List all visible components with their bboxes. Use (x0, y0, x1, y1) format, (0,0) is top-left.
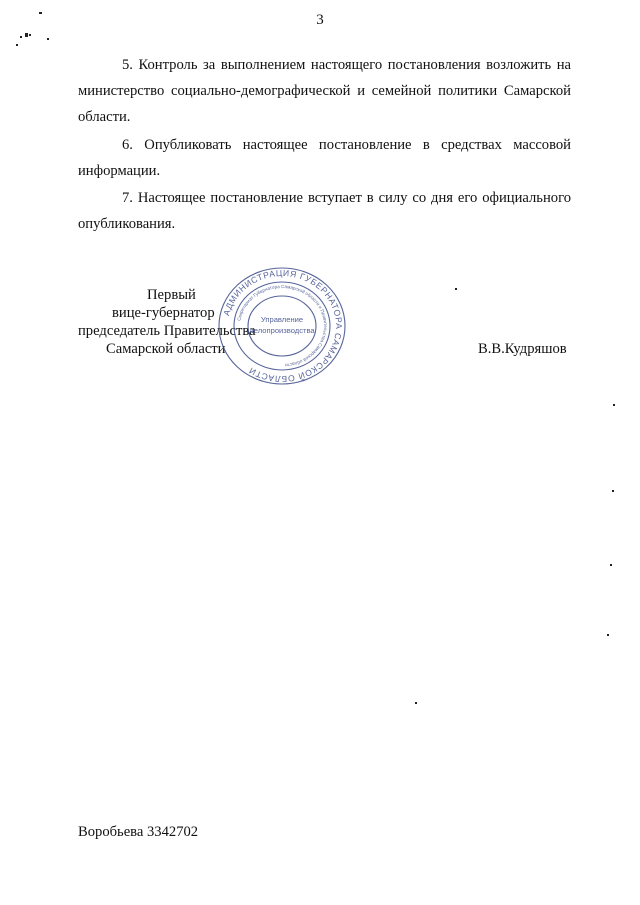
signatory-name: В.В.Кудряшов (478, 341, 567, 357)
executor-contact: Воробьева 3342702 (78, 824, 199, 840)
paragraph-5: 5. Контроль за выполнением настоящего постановления возложить на министерство социально-демографической и семейной политики Самарской области. (78, 57, 571, 125)
official-seal (216, 266, 348, 386)
signature-position-line-4: Самарской области (106, 341, 226, 357)
seal-center-line-1: Управление (260, 315, 304, 324)
seal-inner-text: Секретариат Губернатора Самарской области и Правительства Самарской области (236, 283, 329, 368)
seal-center-line-2: делопроизводства (249, 326, 315, 335)
paragraph-6: 6. Опубликовать настоящее постановление в средствах массовой информации. (78, 137, 571, 179)
signature-position-line-1: Первый (147, 287, 196, 303)
seal-outer-text: АДМИНИСТРАЦИЯ ГУБЕРНАТОРА САМАРСКОЙ ОБЛАСТИ (221, 267, 345, 385)
page-number: 3 (316, 12, 324, 28)
paragraph-7: 7. Настоящее постановление вступает в силу со дня его официального опубликования. (78, 190, 571, 232)
signature-position-line-2: вице-губернатор (112, 305, 215, 321)
seal-graphic (216, 266, 348, 386)
signature-position-line-3: председатель Правительства (78, 323, 256, 339)
